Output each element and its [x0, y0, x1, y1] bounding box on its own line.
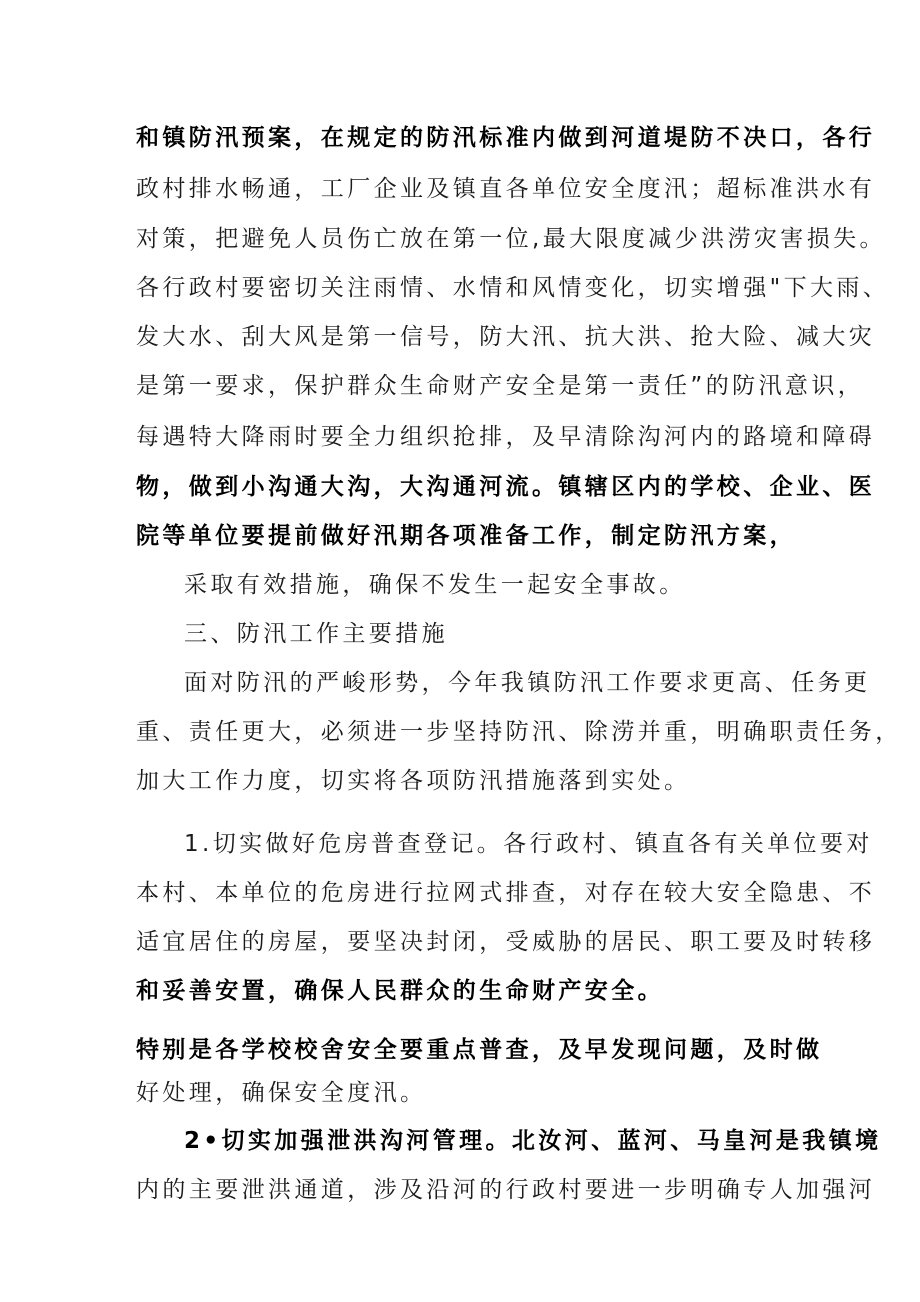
body-line: 重、责任更大，必须进一步坚持防汛、除涝并重，明确职责任务，	[136, 719, 902, 745]
body-line: 好处理，确保安全度汛。	[136, 1080, 427, 1106]
body-line: 院等单位要提前做好汛期各项准备工作，制定防汛方案，	[136, 523, 796, 549]
body-line: 采取有效措施，确保不发生一起安全事故。	[184, 572, 686, 598]
body-line: 特别是各学校校舍安全要重点普查，及早发现问题，及时做	[136, 1037, 823, 1063]
body-line: 是第一要求，保护群众生命财产安全是第一责任”的防汛意识，	[136, 373, 865, 399]
section-heading: 三、防汛工作主要措施	[184, 621, 448, 647]
body-line: 面对防汛的严峻形势，今年我镇防汛工作要求更高、任务更	[184, 670, 871, 696]
body-line: 政村排水畅通，工厂企业及镇直各单位安全度汛；超标准洪水有	[136, 176, 876, 202]
body-line: 对策，把避免人员伤亡放在第一位,最大限度减少洪涝灾害损失。	[136, 226, 886, 252]
body-line: 适宜居住的房屋，要坚决封闭，受威胁的居民、职工要及时转移	[136, 929, 876, 955]
body-line: 1.切实做好危房普查登记。各行政村、镇直各有关单位要对	[184, 831, 873, 857]
body-line: 内的主要泄洪通道，涉及沿河的行政村要进一步明确专人加强河	[136, 1177, 876, 1203]
body-line: 各行政村要密切关注雨情、水情和风情变化，切实增强"下大雨、	[136, 275, 890, 301]
body-line: 和妥善安置，确保人民群众的生命财产安全。	[136, 978, 664, 1004]
body-line: 和镇防汛预案，在规定的防汛标准内做到河道堤防不决口，各行	[136, 125, 876, 151]
body-line: 2•切实加强泄洪沟河管理。北汝河、蓝河、马皇河是我镇境	[184, 1128, 882, 1154]
body-line: 加大工作力度，切实将各项防汛措施落到实处。	[136, 768, 691, 794]
body-line: 发大水、刮大风是第一信号，防大汛、抗大洪、抢大险、减大灾	[136, 324, 876, 350]
body-line: 本村、本单位的危房进行拉网式排查，对存在较大安全隐患、不	[136, 880, 876, 906]
body-line: 物，做到小沟通大沟，大沟通河流。镇辖区内的学校、企业、医	[136, 474, 876, 500]
body-line: 每遇特大降雨时要全力组织抢排，及早清除沟河内的路境和障碍	[136, 424, 876, 450]
